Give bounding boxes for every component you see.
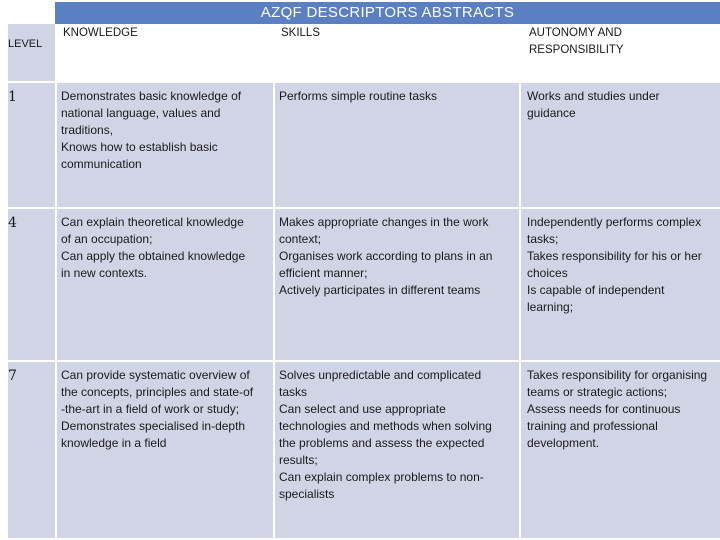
level-number: 7 [8, 362, 55, 538]
knowledge-cell: Can provide systematic overview of the concepts, principles and state-of -the-art in a field of work or study; Demonstrates specialised in-depth knowledge in a field [57, 362, 273, 538]
header-level: LEVEL [8, 24, 55, 81]
autonomy-cell: Works and studies under guidance [521, 83, 720, 207]
knowledge-cell: Demonstrates basic knowledge of national language, values and traditions, Knows how to establish basic communication [57, 83, 273, 207]
level-number: 1 [8, 83, 55, 207]
header-knowledge: KNOWLEDGE [57, 24, 273, 81]
level-number: 4 [8, 209, 55, 360]
knowledge-cell: Can explain theoretical knowledge of an occupation; Can apply the obtained knowledge in new contexts. [57, 209, 273, 360]
skills-cell: Solves unpredictable and complicated tasks Can select and use appropriate technologies and methods when solving the problems and assess the expected results; Can explain complex problems to non- specialists [275, 362, 519, 538]
header-autonomy: AUTONOMY AND RESPONSIBILITY [521, 24, 720, 81]
skills-cell: Performs simple routine tasks [275, 83, 519, 207]
autonomy-cell: Independently performs complex tasks; Takes responsibility for his or her choices Is capable of independent learning; [521, 209, 720, 360]
autonomy-cell: Takes responsibility for organising teams or strategic actions; Assess needs for continuous training and professional development. [521, 362, 720, 538]
skills-cell: Makes appropriate changes in the work context; Organises work according to plans in an efficient manner; Actively participates in different teams [275, 209, 519, 360]
slide-title: AZQF DESCRIPTORS ABSTRACTS [55, 2, 720, 24]
header-skills: SKILLS [275, 24, 519, 81]
descriptors-table [8, 24, 720, 532]
